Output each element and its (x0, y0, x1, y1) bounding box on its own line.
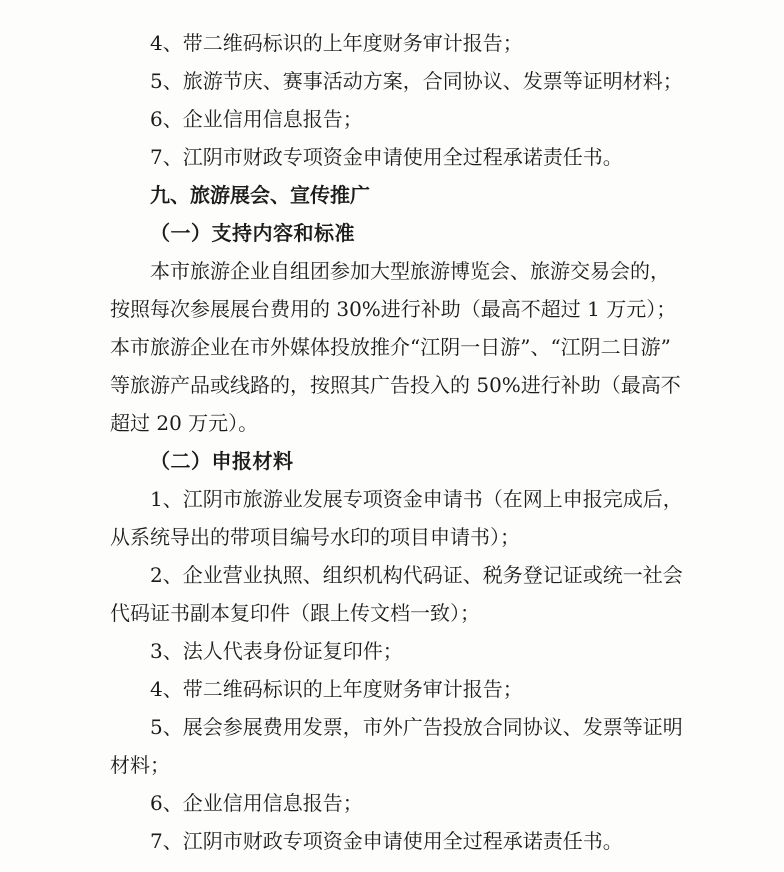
list-item-line: 4、带二维码标识的上年度财务审计报告； (150, 677, 523, 701)
list-item (110, 632, 730, 670)
list-item-line: 7、江阴市财政专项资金申请使用全过程承诺责任书。 (150, 829, 623, 853)
paragraph (110, 252, 730, 442)
list-item (110, 708, 730, 784)
list-item (110, 100, 730, 138)
section-heading: 九、旅游展会、宣传推广 (150, 183, 370, 207)
list-item-line: 5、展会参展费用发票，市外广告投放合同协议、发票等证明 (150, 715, 683, 739)
list-item (110, 138, 730, 176)
document-content (110, 24, 730, 860)
paragraph-line: 本市旅游企业在市外媒体投放推介“江阴一日游”、“江阴二日游” (110, 335, 671, 359)
list-item (110, 556, 730, 632)
list-item-line: 4、带二维码标识的上年度财务审计报告； (150, 31, 523, 55)
paragraph-line: 按照每次参展展台费用的 30%进行补助（最高不超过 1 万元）； (110, 297, 677, 321)
previous-materials-list (110, 24, 730, 176)
list-item (110, 480, 730, 556)
subsection-heading: （二）申报材料 (150, 449, 294, 473)
list-item (110, 24, 730, 62)
list-item-line: 从系统导出的带项目编号水印的项目申请书）； (110, 525, 520, 549)
list-item (110, 670, 730, 708)
list-item-line: 3、法人代表身份证复印件； (150, 639, 403, 663)
list-item-line: 2、企业营业执照、组织机构代码证、税务登记证或统一社会 (150, 563, 683, 587)
paragraph-line: 等旅游产品或线路的，按照其广告投入的 50%进行补助（最高不 (110, 373, 681, 397)
list-item-line: 6、企业信用信息报告； (150, 791, 363, 815)
list-item (110, 62, 730, 100)
paragraph-line: 本市旅游企业自组团参加大型旅游博览会、旅游交易会的， (150, 259, 670, 283)
list-item-line: 5、旅游节庆、赛事活动方案，合同协议、发票等证明材料； (150, 69, 683, 93)
subsection-heading: （一）支持内容和标准 (150, 221, 355, 245)
list-item-line: 材料； (110, 753, 170, 777)
list-item (110, 784, 730, 822)
list-item-line: 6、企业信用信息报告； (150, 107, 363, 131)
subsection-application-materials (110, 442, 730, 860)
list-item-line: 1、江阴市旅游业发展专项资金申请书（在网上申报完成后， (150, 487, 683, 511)
paragraph-line: 超过 20 万元）。 (110, 411, 259, 435)
section-tourism-exhibition (110, 176, 730, 860)
list-item-line: 7、江阴市财政专项资金申请使用全过程承诺责任书。 (150, 145, 623, 169)
subsection-support-standards (110, 214, 730, 442)
list-item (110, 822, 730, 860)
list-item-line: 代码证书副本复印件（跟上传文档一致）； (110, 601, 480, 625)
